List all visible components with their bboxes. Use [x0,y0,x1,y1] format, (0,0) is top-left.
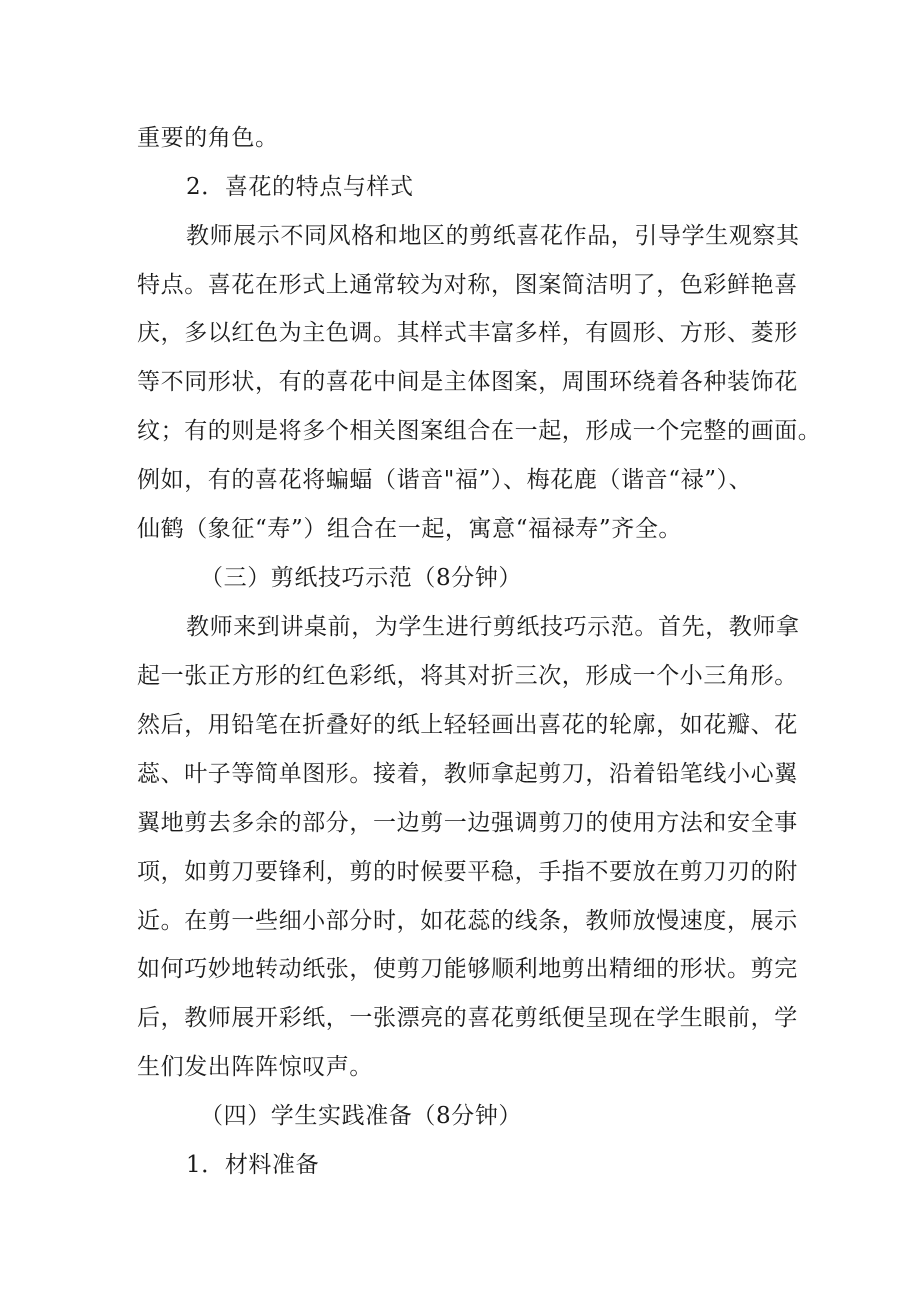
text-line-3: 教师展示不同风格和地区的剪纸喜花作品，引导学生观察其 [186,223,800,249]
text-line-5: 庆，多以红色为主色调。其样式丰富多样，有圆形、方形、菱形 [137,320,798,346]
text-line-4: 特点。喜花在形式上通常较为对称，图案简洁明了，色彩鲜艳喜 [137,272,798,298]
text-line-17: 近。在剪一些细小部分时，如花蕊的线条，教师放慢速度，展示 [137,908,798,934]
text-line-14: 蕊、叶子等简单图形。接着，教师拿起剪刀，沿着铅笔线小心翼 [137,761,798,787]
section-heading-2: 2．喜花的特点与样式 [186,174,414,200]
subsection-heading-1: 1．材料准备 [186,1152,320,1178]
section-heading-3: （三）剪纸技巧示范（8分钟） [200,565,523,591]
text-line-18: 如何巧妙地转动纸张，使剪刀能够顺利地剪出精细的形状。剪完 [137,956,798,982]
text-line-9: 仙鹤（象征“寿”）组合在一起，寓意“福禄寿”齐全。 [137,516,683,542]
text-line-19: 后，教师展开彩纸，一张漂亮的喜花剪纸便呈现在学生眼前，学 [137,1005,798,1031]
text-line-20: 生们发出阵阵惊叹声。 [137,1054,373,1080]
text-line-8: 例如，有的喜花将蝙蝠（谐音"福”）、梅花鹿（谐音“禄”）、 [137,467,753,493]
text-line-12: 起一张正方形的红色彩纸，将其对折三次，形成一个小三角形。 [137,663,798,689]
text-line-16: 项，如剪刀要锋利，剪的时候要平稳，手指不要放在剪刀刃的附 [137,859,798,885]
text-line-15: 翼地剪去多余的部分，一边剪一边强调剪刀的使用方法和安全事 [137,810,798,836]
text-line-7: 纹；有的则是将多个相关图案组合在一起，形成一个完整的画面。 [137,418,822,444]
text-line-13: 然后，用铅笔在折叠好的纸上轻轻画出喜花的轮廓，如花瓣、花 [137,712,798,738]
text-line-11: 教师来到讲桌前，为学生进行剪纸技巧示范。首先，教师拿 [186,614,800,640]
text-line-1: 重要的角色。 [137,125,279,151]
section-heading-4: （四）学生实践准备（8分钟） [200,1103,523,1129]
text-line-6: 等不同形状，有的喜花中间是主体图案，周围环绕着各种装饰花 [137,369,798,395]
